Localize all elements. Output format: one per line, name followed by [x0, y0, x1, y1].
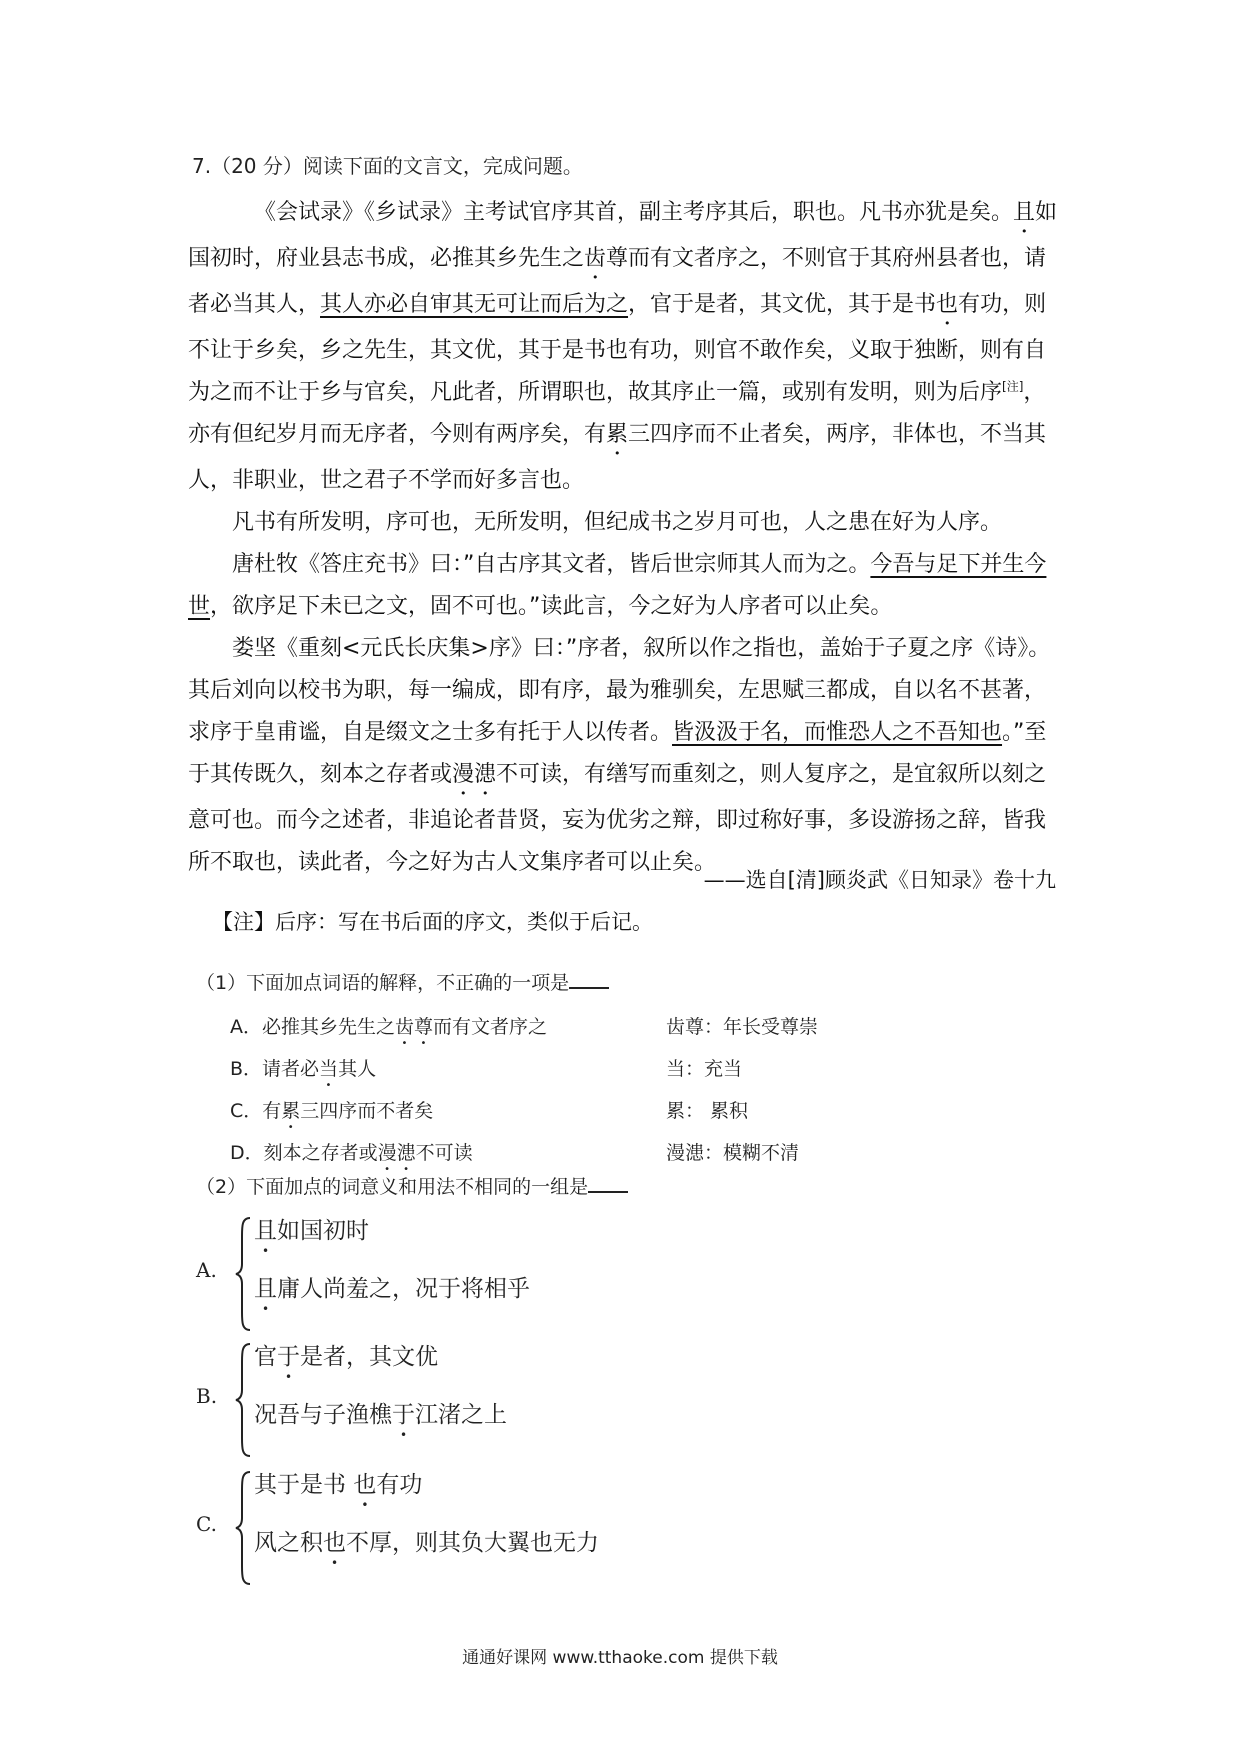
- dotted-word: 也: [936, 292, 959, 317]
- choice-sentence: 官于是者，其文优: [254, 1344, 438, 1370]
- sub2-choice-c[interactable]: [196, 1466, 796, 1586]
- choice-sentence: 且庸人尚羞之，况于将相乎: [254, 1276, 530, 1302]
- sub-question-2-stem: （2）下面加点的词意义和用法不相同的一组是: [196, 1172, 628, 1199]
- choice-sentence: 况吾与子渔樵于江渚之上: [254, 1402, 507, 1428]
- passage-paragraph-4: 娄坚《重刻<元氏长庆集>序》曰：”序者，叙所以作之指也，盖始于子夏之序《诗》。其后刘向以校书为职，每一编成，即有序，最为雅驯矣，左思赋三都成，自以名不甚著，求序于皇甫谧，自是缀文之士多有托于人以传者。皆汲汲于名，而惟恐人之不吾知也。”至于其传既久，刻本之存者或漫漶不可读，有缮写而重刻之，则人复序之，是宜叙所以刻之意可也。而今之述者，非追论者昔贤，妄为优劣之辩，即过称好事，多设游扬之辞，皆我所不取也，读此者，今之好为古人文集序者可以止矣。: [188, 636, 1051, 875]
- sub1-option-a[interactable]: A．必推其乡先生之齿尊而有文者序之 齿尊：年长受尊崇: [230, 1012, 930, 1049]
- question-title: 7.（20 分）阅读下面的文言文，完成问题。: [192, 154, 583, 178]
- classical-passage: [188, 192, 1060, 884]
- footnote-marker: [注]: [1002, 379, 1024, 394]
- dotted-word: 累: [606, 422, 629, 447]
- gloss: 齿尊：年长受尊崇: [666, 1016, 819, 1038]
- dotted-word: 齿: [584, 246, 607, 271]
- gloss: 当：充当: [666, 1058, 743, 1080]
- dotted-word: 漫漶: [452, 762, 497, 787]
- sub1-option-d[interactable]: D．刻本之存者或漫漶不可读 漫漶：模糊不清: [230, 1138, 930, 1175]
- passage-paragraph-1: 《会试录》《乡试录》主考试官序其首，副主考序其后，职也。凡书亦犹是矣。且如国初时，府业县志书成，必推其乡先生之齿尊而有文者序之，不则官于其府州县者也，请者必当其人，其人亦必自审其无可让而后为之，官于是者，其文优，其于是书也有功，则不让于乡矣，乡之先生，其文优，其于是书也有功，则官不敢作矣，义取于独断，则有自为之而不让于乡与官矣，凡此者，所谓职也，故其序止一篇，或别有发明，则为后序[注]，亦有但纪岁月而无序者，今则有两序矣，有累三四序而不止者矣，两序，非体也，不当其人，非职业，世之君子不学而好多言也。: [188, 200, 1058, 493]
- brace-icon: [234, 1342, 252, 1458]
- choice-letter: A.: [196, 1258, 217, 1282]
- sub2-choice-b[interactable]: [196, 1338, 796, 1458]
- dotted-word: 且: [1013, 200, 1036, 225]
- underlined-sentence: 今吾与足下并生今世: [188, 552, 1047, 619]
- sub2-choice-a[interactable]: [196, 1212, 796, 1332]
- passage-paragraph-2: 凡书有所发明，序可也，无所发明，但纪成书之岁月可也，人之患在好为人序。: [232, 510, 1003, 535]
- sub1-option-c[interactable]: C．有累三四序而不者矣 累： 累积: [230, 1096, 930, 1133]
- brace-icon: [234, 1470, 252, 1586]
- gloss: 累： 累积: [666, 1100, 749, 1122]
- answer-blank[interactable]: [588, 1173, 628, 1193]
- choice-sentence: 风之积也不厚，则其负大翼也无力: [254, 1530, 599, 1556]
- sub1-option-b[interactable]: B．请者必当其人 当：充当: [230, 1054, 930, 1091]
- passage-source: ——选自[清]顾炎武《日知录》卷十九: [703, 868, 1056, 892]
- choice-letter: B.: [196, 1384, 218, 1408]
- brace-icon: [234, 1216, 252, 1332]
- gloss: 漫漶：模糊不清: [666, 1142, 800, 1164]
- choice-sentence: 且如国初时: [254, 1218, 369, 1244]
- passage-paragraph-3: 唐杜牧《答庄充书》曰：”自古序其文者，皆后世宗师其人而为之。今吾与足下并生今世，欲序足下未已之文，固不可也。”读此言，今之好为人序者可以止矣。: [188, 552, 1047, 619]
- footnote: 【注】后序：写在书后面的序文，类似于后记。: [212, 910, 653, 934]
- underlined-sentence: 其人亦必自审其无可让而后为之: [320, 292, 629, 317]
- choice-letter: C.: [196, 1512, 217, 1536]
- choice-sentence: 其于是书 也有功: [254, 1472, 423, 1498]
- page-footer: 通通好课网 www.tthaoke.com 提供下载: [462, 1648, 778, 1668]
- underlined-sentence: 皆汲汲于名，而惟恐人之不吾知也: [672, 720, 1003, 745]
- answer-blank[interactable]: [569, 969, 609, 989]
- sub-question-1-stem: （1）下面加点词语的解释，不正确的一项是: [196, 968, 609, 995]
